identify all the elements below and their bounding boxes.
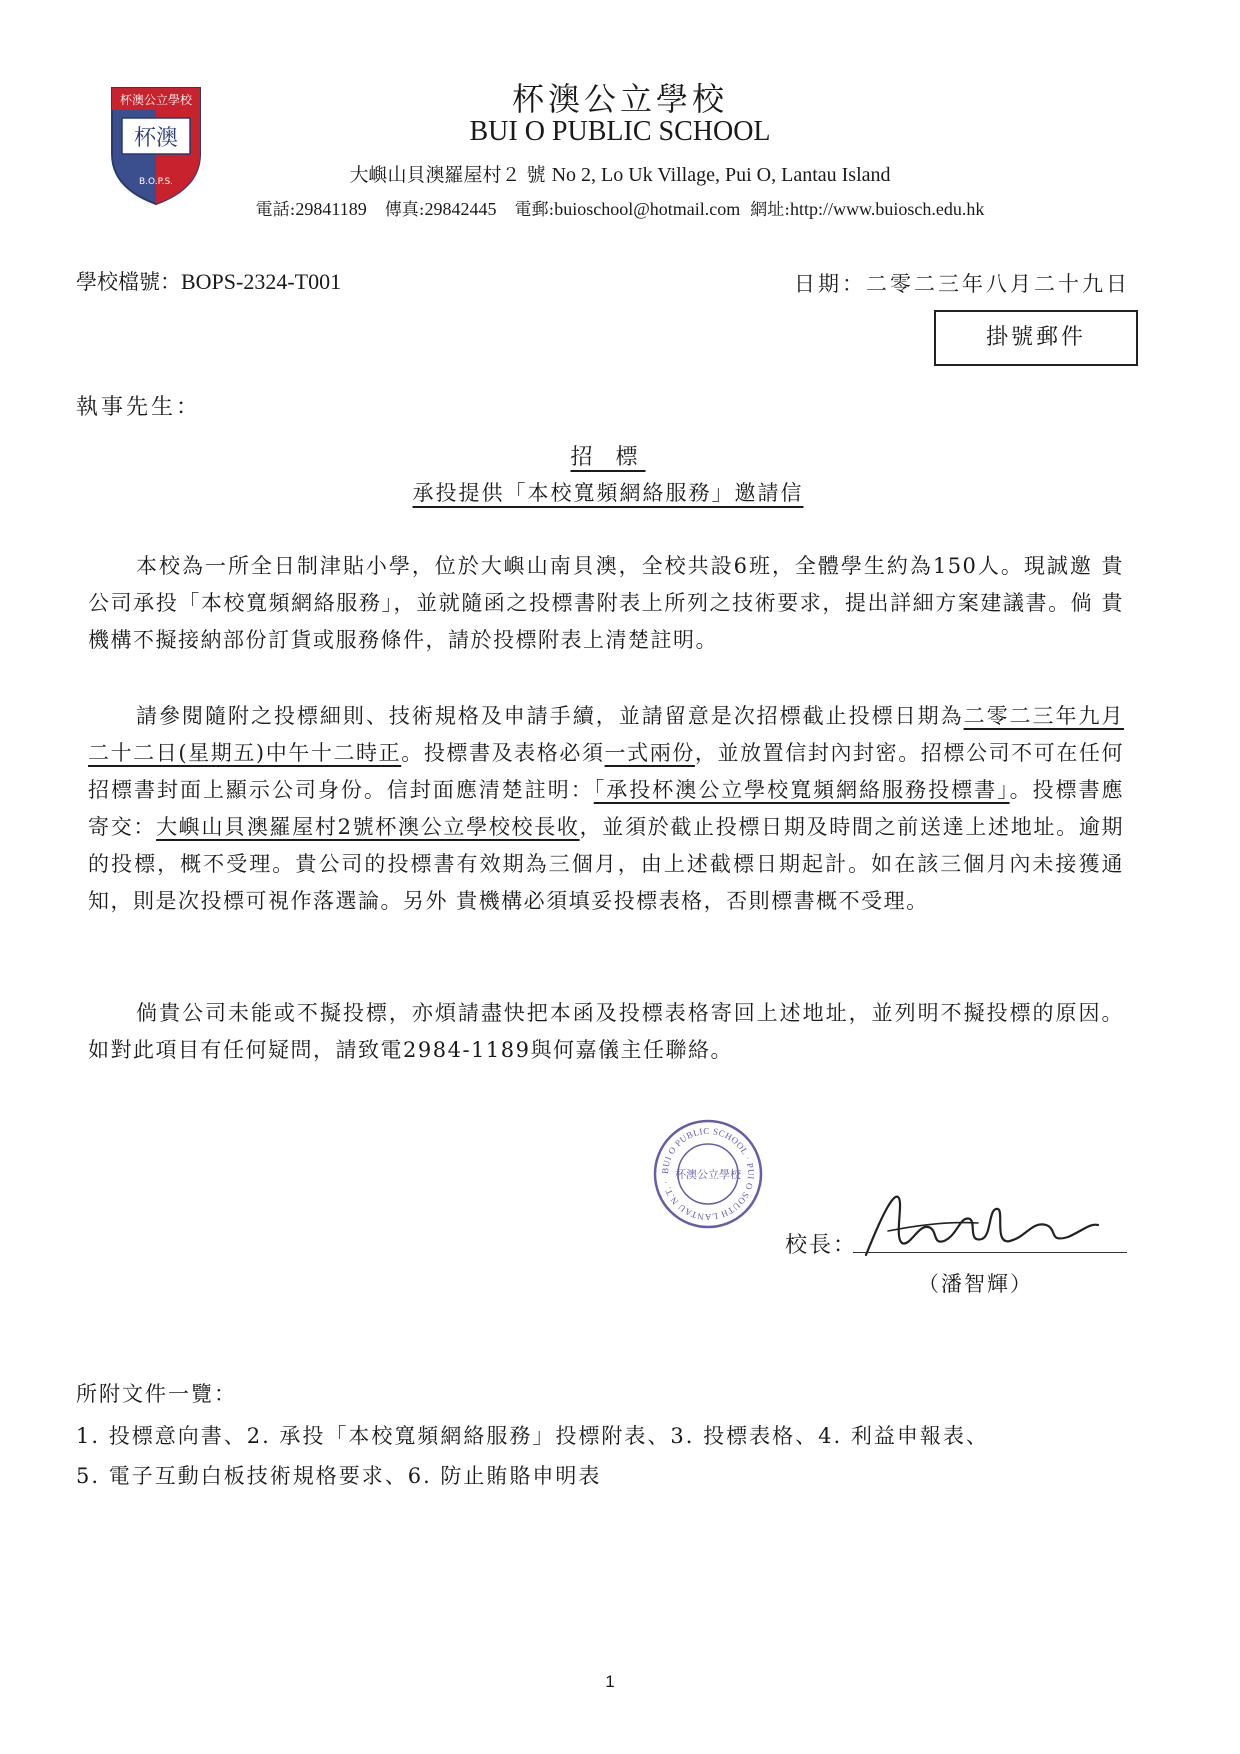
page-number: 1	[605, 1672, 615, 1691]
fax-label: 傳真:	[384, 200, 425, 220]
contact-line	[0, 195, 1240, 220]
tender-deadline: 二零二三年九月二十二日(星期五)中午十二時正	[88, 704, 1125, 765]
letter-date: 日期：二零二三年八月二十九日	[794, 272, 1130, 296]
school-seal-stamp	[652, 1118, 764, 1230]
crest-banner-text: 杯澳公立學校	[119, 93, 193, 107]
tel-value: 29841189	[295, 199, 367, 219]
crest-center-text: 杯澳	[133, 126, 179, 151]
attachments-list-line-1: 1. 投標意向書、2. 承投「本校寬頻網絡服務」投標附表、3. 投標表格、4. 利益申報表、	[76, 1424, 989, 1448]
letter-subtitle-text: 承投提供「本校寬頻網絡服務」邀請信	[412, 481, 804, 505]
attachments-list-line-2: 5. 電子互動白板技術規格要求、6. 防止賄賂申明表	[76, 1464, 602, 1488]
p2-text-c: ，並放置信封內封密。招標公司不可在任何招標書封面上顯示公司身份。信封面應清楚註明：	[88, 741, 1125, 802]
school-address	[0, 160, 1240, 187]
school-name-english: BUI O PUBLIC SCHOOL	[469, 116, 771, 147]
school-name-chinese: 杯澳公立學校	[511, 80, 728, 118]
p2-text-d: 。投標書應寄交：	[88, 778, 1125, 839]
web-value: http://www.buiosch.edu.hk	[790, 199, 985, 219]
seal-ring-text: BUI O PUBLIC SCHOOL · PUI O SOUTH LANTAU N.T. ·	[659, 1125, 757, 1223]
ref-label: 學校檔號：	[76, 270, 181, 294]
address-chinese: 大嶼山貝澳羅屋村２ 號	[349, 164, 546, 186]
registered-mail-box: 掛號郵件	[934, 310, 1138, 366]
web-label: 網址:	[750, 200, 790, 220]
body-paragraph-3: 倘貴公司未能或不擬投標，亦煩請盡快把本函及投標表格寄回上述地址，並列明不擬投標的原因。如對此項目有任何疑問，請致電2984-1189與何嘉儀主任聯絡。	[88, 1001, 1124, 1062]
letter-title	[0, 440, 1216, 471]
salutation: 執事先生：	[76, 395, 202, 420]
p2-text-a: 請參閱隨附之投標細則、技術規格及申請手續，並請留意是次招標截止投標日期為	[136, 704, 964, 728]
seal-center-text: 杯澳公立學校	[675, 1168, 741, 1181]
p2-text-e: ，並須於截止投標日期及時間之前送達上述地址。逾期的投標，概不受理。貴公司的投標書有效期為三個月，由上述截標日期起計。如在該三個月內未接獲通知，則是次投標可視作落選論。另外 貴機構必須填妥投標表格，否則標書概不受理。	[88, 815, 1125, 913]
envelope-marking: 「承投杯澳公立學校寬頻網絡服務投標書」	[593, 778, 1010, 802]
delivery-address: 大嶼山貝澳羅屋村2號杯澳公立學校校長收	[156, 815, 580, 839]
body-paragraph-2	[88, 698, 1124, 920]
email-label: 電郵:	[514, 200, 555, 220]
principal-label: 校長：	[785, 1233, 858, 1258]
handwritten-signature	[858, 1185, 1108, 1265]
signature-line	[853, 1252, 1127, 1253]
tel-label: 電話:	[255, 200, 296, 220]
ref-value: BOPS-2324-T001	[181, 269, 342, 294]
letter-subtitle	[0, 477, 1216, 507]
body-paragraph-1: 本校為一所全日制津貼小學，位於大嶼山南貝澳，全校共設6班，全體學生約為150人。現誠邀 貴公司承投「本校寬頻網絡服務」，並就隨函之投標書附表上所列之技術要求，提出詳細方案建議書。倘 貴機構不擬接納部份訂貨或服務條件，請於投標附表上清楚註明。	[88, 554, 1124, 652]
fax-value: 29842445	[424, 199, 497, 219]
email-value: buioschool@hotmail.com	[554, 199, 741, 219]
principal-name: （潘智輝）	[918, 1272, 1033, 1296]
copies-required: 一式兩份	[604, 741, 695, 765]
letter-title-text: 招 標	[570, 445, 646, 470]
crest-base-text: B.O.P.S.	[138, 177, 174, 187]
attachments-heading: 所附文件一覽：	[76, 1382, 237, 1406]
file-reference	[76, 266, 341, 296]
address-english: No 2, Lo Uk Village, Pui O, Lantau Island	[551, 164, 891, 186]
p2-text-b: 。投標書及表格必須	[401, 741, 605, 765]
